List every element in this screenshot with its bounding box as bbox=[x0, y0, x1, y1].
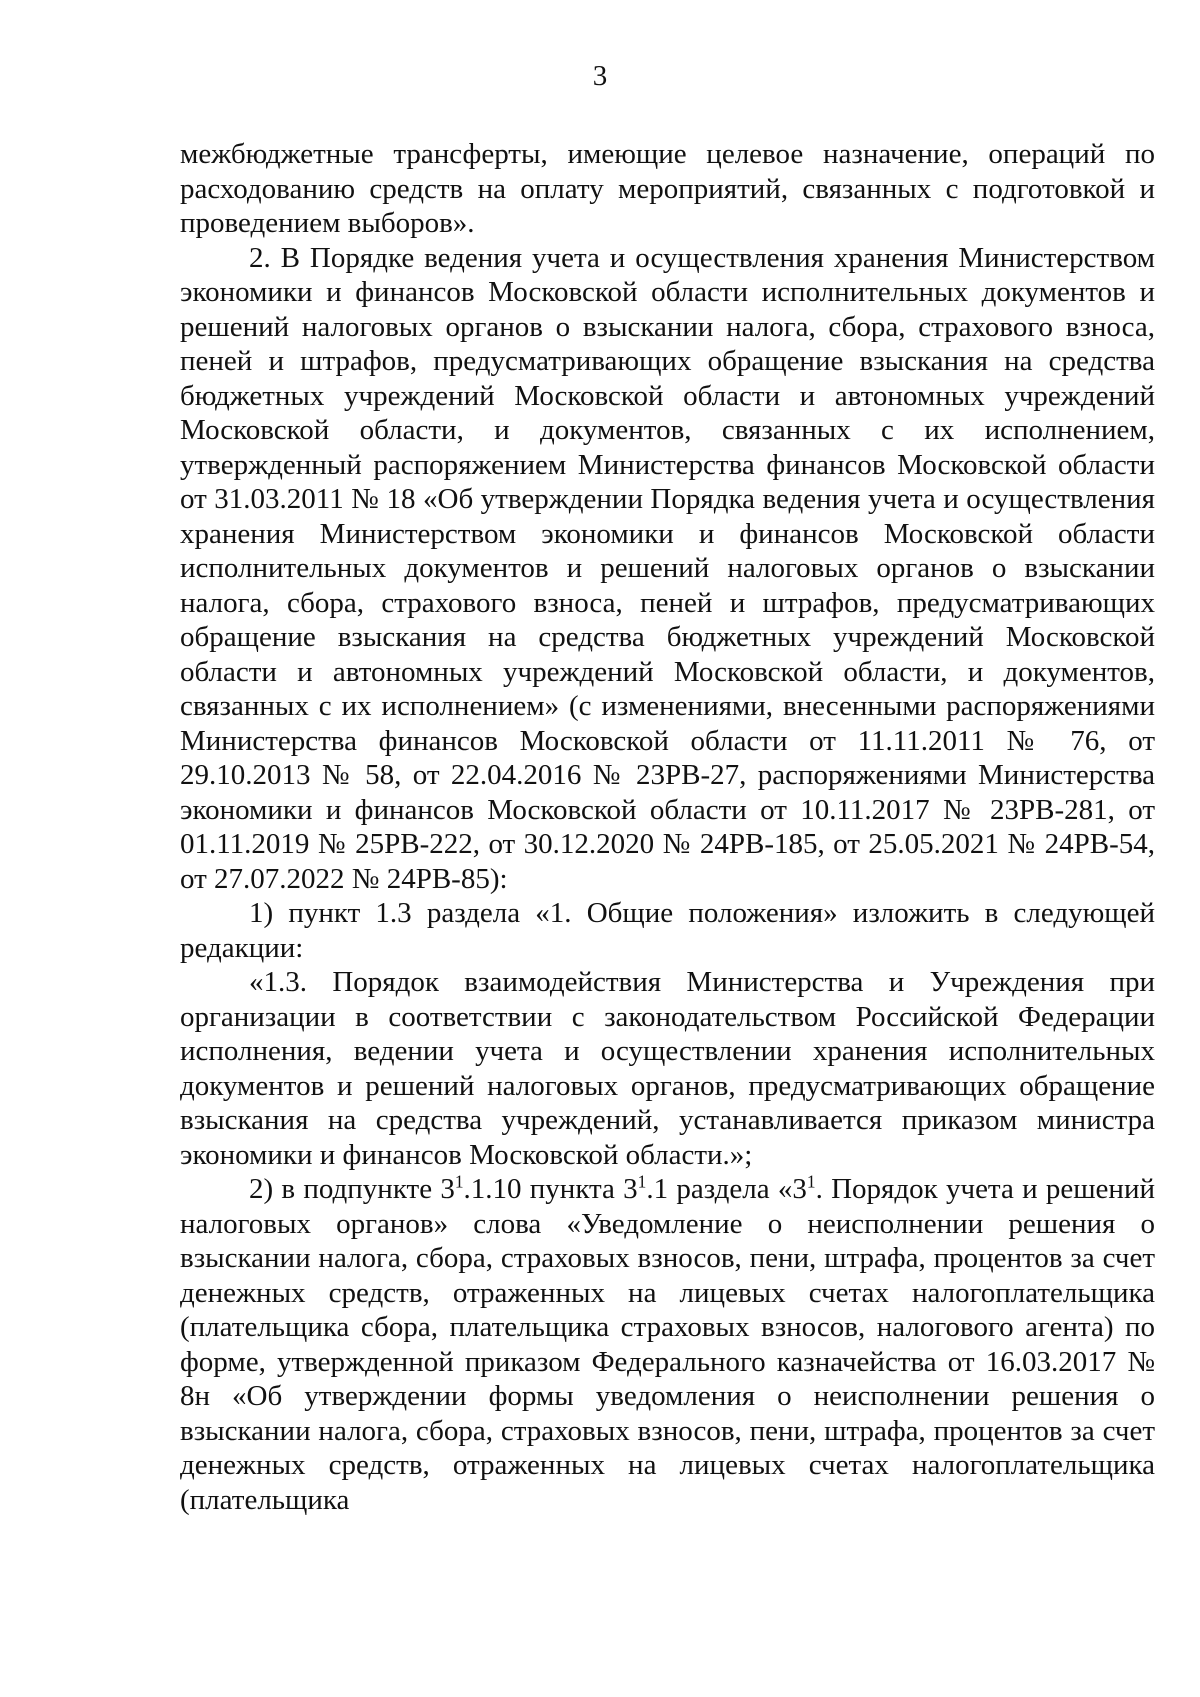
superscript-2: 1 bbox=[637, 1171, 647, 1192]
paragraph-subitem-2 bbox=[180, 1172, 1155, 1517]
document-body bbox=[180, 137, 1155, 1517]
paragraph-item-2: 2. В Порядке ведения учета и осуществления хранения Министерством экономики и финансов Московской области исполнительных документов и решений налоговых органов о взыскании налога, сбора, страхового взноса, пеней и штрафов, предусматривающих обращение взыскания на средства бюджетных учреждений Московской области и автономных учреждений Московской области, и документов, связанных с их исполнением, утвержденный распоряжением Министерства финансов Московской области от 31.03.2011 № 18 «Об утверждении Порядка ведения учета и осуществления хранения Министерством экономики и финансов Московской области исполнительных документов и решений налоговых органов о взыскании налога, сбора, страхового взноса, пеней и штрафов, предусматривающих обращение взыскания на средства бюджетных учреждений Московской области и автономных учреждений Московской области, и документов, связанных с их исполнением» (с изменениями, внесенными распоряжениями Министерства финансов Московской области от 11.11.2011 № 76, от 29.10.2013 № 58, от 22.04.2016 № 23РВ-27, распоряжениями Министерства экономики и финансов Московской области от 10.11.2017 № 23РВ-281, от 01.11.2019 № 25РВ-222, от 30.12.2020 № 24РВ-185, от 25.05.2021 № 24РВ-54, от 27.07.2022 № 24РВ-85): bbox=[180, 241, 1155, 895]
superscript-1: 1 bbox=[454, 1171, 464, 1192]
superscript-3: 1 bbox=[806, 1171, 816, 1192]
subitem-2-text-c: .1 раздела «3 bbox=[646, 1173, 807, 1205]
paragraph-continuation: межбюджетные трансферты, имеющие целевое назначение, операций по расходованию средств на оплату мероприятий, связанных с подготовкой и проведением выборов». bbox=[180, 138, 1155, 239]
subitem-2-text-b: .1.10 пункта 3 bbox=[463, 1173, 638, 1205]
paragraph-subitem-1: 1) пункт 1.3 раздела «1. Общие положения» изложить в следующей редакции: bbox=[180, 897, 1155, 964]
subitem-2-text-d: . Порядок учета и решений налоговых органов» слова «Уведомление о неисполнении решения о взыскании налога, сбора, страховых взносов, пени, штрафа, процентов за счет денежных средств, отраженных на лицевых счетах налогоплательщика (плательщика сбора, плательщика страховых взносов, налогового агента) по форме, утвержденной приказом Федерального казначейства от 16.03.2017 № 8н «Об утверждении формы уведомления о неисполнении решения о взыскании налога, сбора, страховых взносов, пени, штрафа, процентов за счет денежных средств, отраженных на лицевых счетах налогоплательщика (плательщика bbox=[180, 1173, 1155, 1516]
subitem-2-text-a: 2) в подпункте 3 bbox=[249, 1173, 455, 1205]
page-number: 3 bbox=[592, 60, 608, 92]
paragraph-quoted-1-3: «1.3. Порядок взаимодействия Министерства и Учреждения при организации в соответствии с законодательством Российской Федерации исполнения, ведении учета и осуществлении хранения исполнительных документов и решений налоговых органов, предусматривающих обращение взыскания на средства учреждений, устанавливается приказом министра экономики и финансов Московской области.»; bbox=[180, 966, 1155, 1171]
